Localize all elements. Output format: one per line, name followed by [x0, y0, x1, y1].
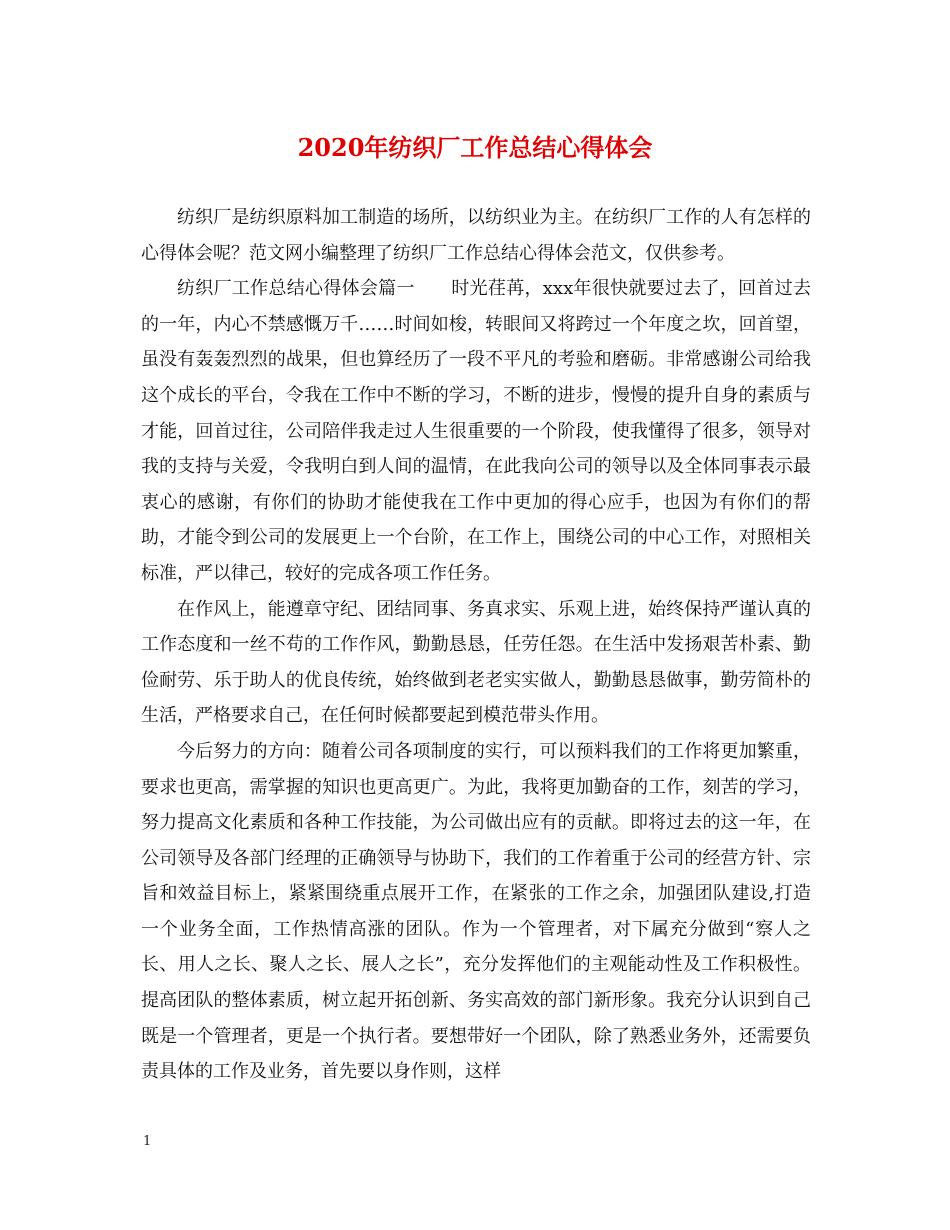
page-number: 1 — [143, 1134, 152, 1149]
document-body — [141, 200, 811, 1090]
document-title: 2020年纺织厂工作总结心得体会 — [297, 133, 653, 162]
paragraph-work-style: 在作风上，能遵章守纪、团结同事、务真求实、乐观上进，始终保持严谨认真的工作态度和一丝不苟的工作作风，勤勤恳恳，任劳任怨。在生活中发扬艰苦朴素、勤俭耐劳、乐于助人的优良传统，始终做到老老实实做人，勤勤恳恳做事，勤劳简朴的生活，严格要求自己，在任何时候都要起到模范带头作用。 — [141, 598, 811, 727]
paragraph-intro: 纺织厂是纺织原料加工制造的场所，以纺织业为主。在纺织厂工作的人有怎样的心得体会呢？范文网小编整理了纺织厂工作总结心得体会范文，仅供参考。 — [141, 207, 811, 264]
paragraph-future-direction: 今后努力的方向：随着公司各项制度的实行，可以预料我们的工作将更加繁重，要求也更高，需掌握的知识也更高更广。为此，我将更加勤奋的工作，刻苦的学习，努力提高文化素质和各种工作技能，为公司做出应有的贡献。即将过去的这一年，在公司领导及各部门经理的正确领导与协助下，我们的工作着重于公司的经营方针、宗旨和效益目标上，紧紧围绕重点展开工作，在紧张的工作之余，加强团队建设,打造一个业务全面，工作热情高涨的团队。作为一个管理者，对下属充分做到“察人之长、用人之长、聚人之长、展人之长”，充分发挥他们的主观能动性及工作积极性。提高团队的整体素质，树立起开拓创新、务实高效的部门新形象。我充分认识到自己既是一个管理者，更是一个执行者。要想带好一个团队，除了熟悉业务外，还需要负责具体的工作及业务，首先要以身作则，这样 — [141, 740, 811, 1083]
paragraph-part-one: 纺织厂工作总结心得体会篇一 时光荏苒，xxx年很快就要过去了，回首过去的一年，内心不禁感慨万千……时间如梭，转眼间又将跨过一个年度之坎，回首望，虽没有轰轰烈烈的战果，但也算经历了一段不平凡的考验和磨砺。非常感谢公司给我这个成长的平台，令我在工作中不断的学习，不断的进步，慢慢的提升自身的素质与才能，回首过往，公司陪伴我走过人生很重要的一个阶段，使我懂得了很多，领导对我的支持与关爱，令我明白到人间的温情，在此我向公司的领导以及全体同事表示最衷心的感谢，有你们的协助才能使我在工作中更加的得心应手，也因为有你们的帮助，才能令到公司的发展更上一个台阶，在工作上，围绕公司的中心工作，对照相关标准，严以律己，较好的完成各项工作任务。 — [141, 278, 811, 584]
